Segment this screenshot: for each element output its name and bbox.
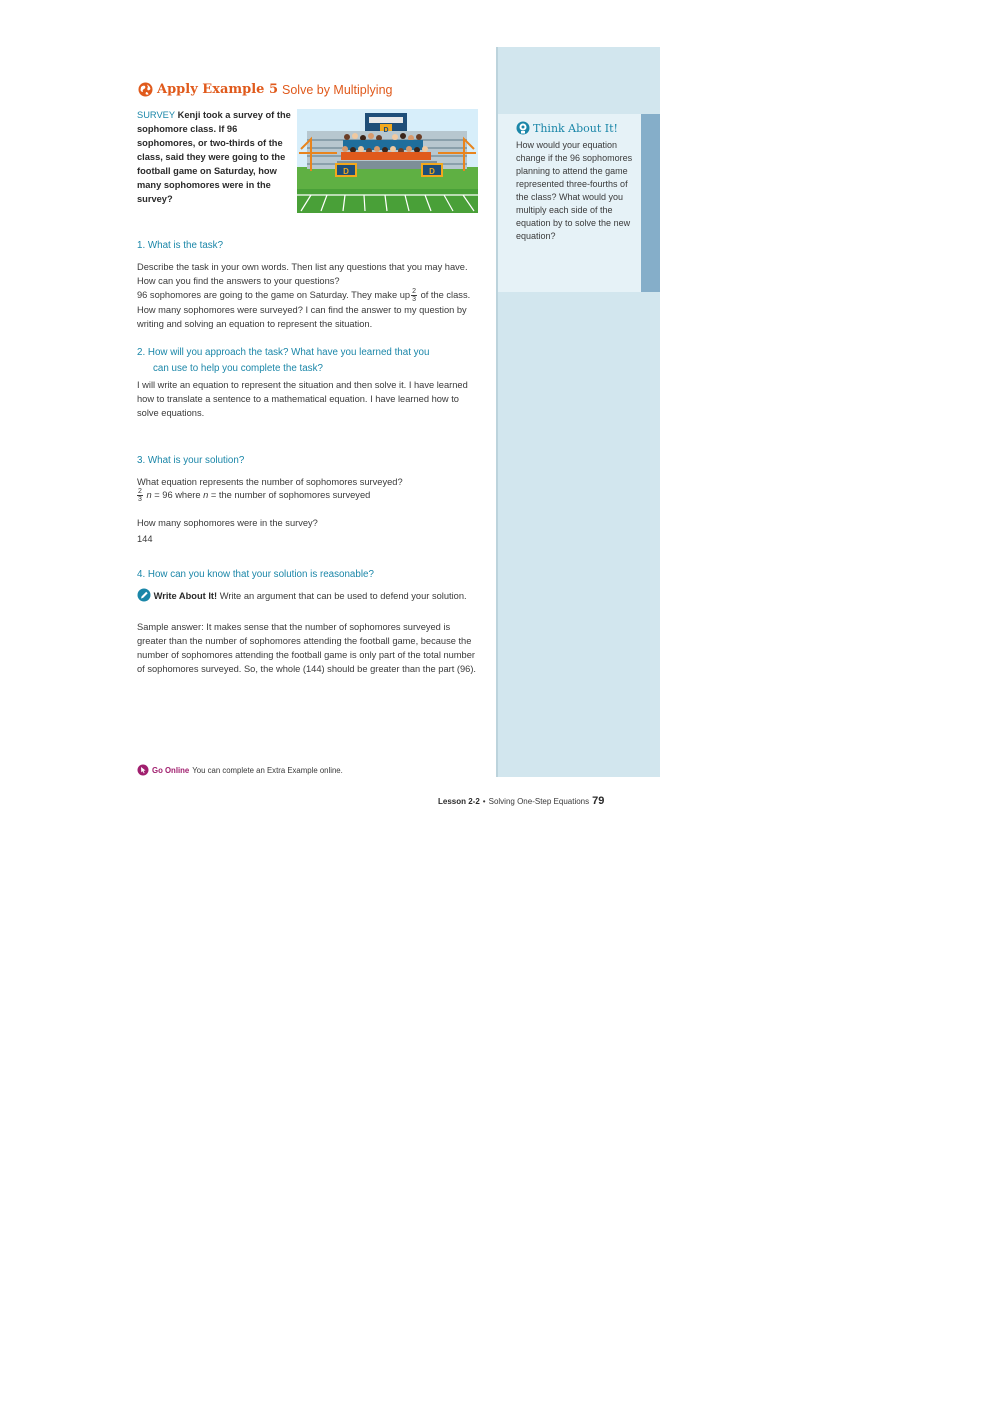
question-2: 2. How will you approach the task? What have you learned that you can use to help you complete the task? [137, 347, 430, 374]
cursor-icon [137, 764, 149, 776]
answer-3c: How many sophomores were in the survey? [137, 518, 318, 528]
footer-bullet: • [482, 797, 486, 806]
survey-problem [137, 108, 295, 206]
answer-1a: Describe the task in your own words. Then list any questions that you may have. How can you find the answers to your questions? [137, 262, 468, 286]
banner-letter-right: D [429, 167, 435, 176]
write-about-it [137, 588, 482, 603]
think-about-it-label: Think About It! [533, 121, 618, 135]
write-about-it-label: Write About It! [153, 591, 218, 601]
question-1: 1. What is the task? [137, 240, 224, 251]
banner-letter-left: D [343, 167, 349, 176]
example-label: Apply Example 5 [157, 82, 278, 97]
think-about-it-title [516, 121, 618, 135]
footer-title: Solving One-Step Equations [488, 797, 590, 806]
answer-1b-post: of the class. How many sophomores were surveyed? I can find the answer to my question by writing and solving an equation to represent the situation. [137, 290, 471, 330]
answer-2: I will write an equation to represent the situation and then solve it. I have learned how to translate a sentence to a mathematical equation. I have learned how to solve equations. [137, 380, 468, 418]
survey-tag: SURVEY [137, 110, 176, 120]
write-about-it-text: Write an argument that can be used to defend your solution. [217, 591, 467, 601]
answer-3a: What equation represents the number of sophomores surveyed? [137, 477, 403, 487]
answer-1b [137, 288, 482, 331]
page-footer [438, 795, 604, 807]
answer-3-equation: $\frac{2}{3}$ n = 96 where n = the number of sophomores surveyed [138, 488, 371, 504]
banner-letter-top: D [383, 127, 389, 134]
answer-1b-pre: 96 sophomores are going to the game on Saturday. They make up [137, 290, 411, 300]
answer-3-value: 144 [137, 534, 153, 544]
fraction-two-thirds: $\frac{2}{3}$ [412, 288, 416, 304]
think-about-it-text: How would your equation change if the 96 sophomores planning to attend the game represented three-fourths of the class? What would you multiply each side of the equation by to solve the new equation? [516, 140, 633, 241]
pencil-icon [137, 588, 151, 602]
example-subtitle: Solve by Multiplying [282, 82, 393, 97]
globe-icon [138, 82, 153, 97]
go-online-note [137, 764, 343, 776]
question-4: 4. How can you know that your solution is reasonable? [137, 569, 374, 580]
answer-4: Sample answer: It makes sense that the number of sophomores surveyed is greater than the number of sophomores attending the football game, because the number of sophomores attending the football game is only part of the total number of sophomores surveyed. So, the whole (144) should be greater than the part (96). [137, 622, 477, 674]
survey-text: Kenji took a survey of the sophomore class. If 96 sophomores, or two-thirds of the class, said they were going to the football game on Saturday, how many sophomores were in the survey? [137, 110, 291, 204]
question-3: 3. What is your solution? [137, 455, 245, 466]
go-online-text: You can complete an Extra Example online. [192, 765, 343, 775]
go-online-label[interactable]: Go Online [152, 765, 190, 775]
page-number: 79 [592, 795, 605, 807]
footer-lesson: Lesson 2-2 [438, 797, 480, 806]
stadium-illustration [297, 109, 478, 213]
think-about-it-stripe [641, 114, 660, 292]
example-heading [138, 82, 392, 97]
head-gears-icon [516, 121, 530, 135]
fraction-two-thirds-eq: $\frac{2}{3}$ [138, 488, 142, 504]
